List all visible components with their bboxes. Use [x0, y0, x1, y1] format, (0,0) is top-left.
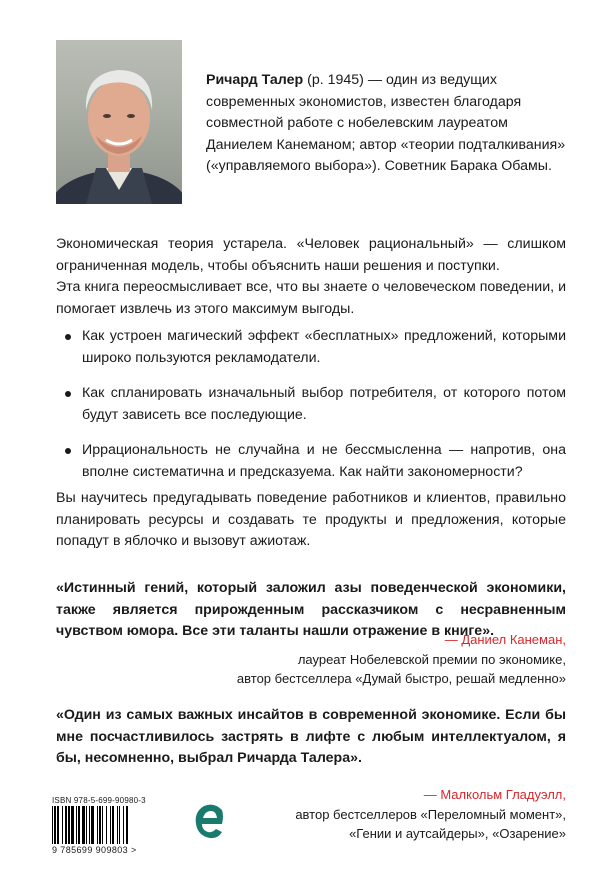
attribution-line: лауреат Нобелевской премии по экономике, — [297, 651, 566, 667]
barcode-bar — [128, 806, 129, 844]
author-portrait-image — [56, 40, 182, 204]
eksmo-logo-icon — [192, 800, 226, 846]
author-name: Ричард Талер — [206, 72, 304, 88]
attribution-line: «Гении и аутсайдеры», «Озарение» — [349, 826, 566, 841]
attribution-line: автор бестселлеров «Переломный момент», — [295, 806, 566, 822]
outro-text: Вы научитесь предугадывать поведение работников и клиентов, правильно планировать ресурсы и создавать те продукты и предложения, которые попадут в яблочко и вызовут ажиотаж. — [56, 490, 566, 549]
intro-text — [56, 234, 566, 320]
quote-kahneman: «Истинный гений, который заложил азы поведенческой экономики, также является прирожденным рассказчиком с несравненным чувством юмора. Все эти таланты нашли отражение в книге». — [56, 580, 566, 639]
attribution-name: — Даниел Канеман, — [444, 632, 566, 647]
feature-list — [56, 326, 566, 497]
attribution-name: — Малкольм Гладуэлл, — [423, 787, 566, 802]
list-item: Как устроен магический эффект «бесплатных» предложений, которыми широко пользуются рекламодатели. — [56, 326, 566, 369]
barcode-bars — [52, 806, 182, 844]
attribution-line: автор бестселлера «Думай быстро, решай медленно» — [236, 671, 566, 686]
list-item: Иррациональность не случайна и не бессмысленна — напротив, она вполне систематична и предсказуема. Как найти закономерности? — [56, 440, 566, 483]
author-photo — [56, 40, 182, 204]
author-bio — [206, 70, 566, 178]
attribution-kahneman — [146, 630, 566, 689]
author-bio-text: (р. 1945) — один из ведущих современных экономистов, известен благодаря совместной работе с нобелевским лауреатом Даниелем Канеманом; автор «теории подталкивания» («управляемого выбора»). Советник Барака Обамы. — [206, 72, 566, 174]
intro-paragraph: Экономическая теория устарела. «Человек рациональный» — слишком ограниченная модель, чтобы объяснить наши решения и поступки. — [56, 236, 566, 274]
barcode-digits: 9 785699 909803 > — [52, 845, 137, 855]
isbn-label: ISBN 978-5-699-90980-3 — [52, 796, 146, 805]
barcode — [52, 796, 182, 856]
quote-gladwell: «Один из самых важных инсайтов в современной экономике. Если бы мне посчастливилось застрять в лифте с любым интеллектуалом, я бы, несомненно, выбрал Ричарда Талера». — [56, 707, 566, 766]
publisher-logo — [192, 800, 226, 846]
list-item: Как спланировать изначальный выбор потребителя, от которого потом будут зависеть все последующие. — [56, 383, 566, 426]
intro-paragraph: Эта книга переосмысливает все, что вы знаете о человеческом поведении, и помогает извлечь из этого максимум выгоды. — [56, 279, 566, 317]
